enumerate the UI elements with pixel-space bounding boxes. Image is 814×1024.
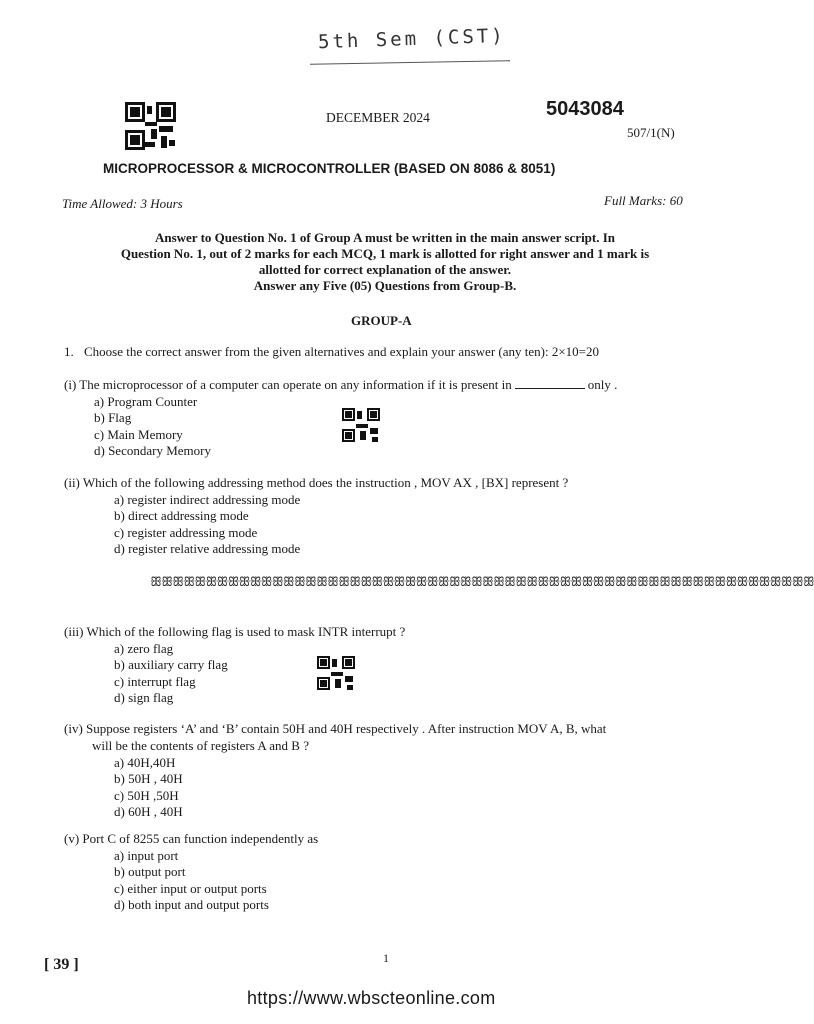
question-ii-options xyxy=(114,492,300,557)
option: b) direct addressing mode xyxy=(114,508,249,524)
time-allowed: Time Allowed: 3 Hours xyxy=(62,196,183,211)
full-marks: Full Marks: 60 xyxy=(604,193,683,208)
option: a) register indirect addressing mode xyxy=(114,492,301,507)
question-iv-stem-2: will be the contents of registers A and B ? xyxy=(92,738,309,753)
handwritten-note: 5th Sem (CST) xyxy=(317,24,507,54)
paper-title: MICROPROCESSOR & MICROCONTROLLER (BASED ON 8086 & 8051) xyxy=(103,161,556,176)
option: b) Flag xyxy=(94,410,132,426)
question-ii-stem: (ii) Which of the following addressing method does the instruction , MOV AX , [BX] represent ? xyxy=(64,475,569,490)
handwritten-underline xyxy=(310,60,510,64)
paper-code: 5043084 xyxy=(546,98,624,120)
inline-qr-code xyxy=(342,408,380,442)
answer-blank xyxy=(515,378,585,389)
option: d) register relative addressing mode xyxy=(114,540,301,556)
question-i-stem-end: only . xyxy=(587,377,618,392)
header-qr-code xyxy=(125,102,177,150)
question-iv-options xyxy=(114,755,183,820)
option: c) 50H ,50H xyxy=(114,787,179,803)
q1-text: Choose the correct answer from the given alternatives and explain your answer (any ten): 2×10=20 xyxy=(84,344,599,359)
footer-mark: [ 39 ] xyxy=(44,956,79,973)
group-title: GROUP-A xyxy=(351,313,412,328)
option: c) register addressing mode xyxy=(114,524,258,540)
option: a) 40H,40H xyxy=(114,755,176,770)
option: c) either input or output ports xyxy=(114,880,267,896)
inline-qr-code xyxy=(317,656,355,690)
question-i-options xyxy=(94,394,211,459)
question-iii-options xyxy=(114,641,228,706)
website-link[interactable]: https://www.wbscteonline.com xyxy=(247,988,496,1008)
question-v-options xyxy=(114,848,269,913)
option: a) input port xyxy=(114,848,179,863)
instruction-line-1: Answer to Question No. 1 of Group A must be written in the main answer script. In xyxy=(154,230,616,245)
option: d) sign flag xyxy=(114,689,174,705)
question-v-stem: (v) Port C of 8255 can function independently as xyxy=(64,831,319,846)
option: a) Program Counter xyxy=(94,394,198,409)
q1-number: 1. xyxy=(64,344,74,359)
option: d) Secondary Memory xyxy=(94,442,211,458)
page-number: 1 xyxy=(383,951,389,965)
instructions xyxy=(60,230,710,294)
option: d) both input and output ports xyxy=(114,896,269,912)
question-i xyxy=(64,377,617,393)
question-iii-stem: (iii) Which of the following flag is used to mask INTR interrupt ? xyxy=(64,624,406,639)
paper-ref: 507/1(N) xyxy=(627,125,675,140)
question-iv-stem: (iv) Suppose registers ‘A’ and ‘B’ contain 50H and 40H respectively . After instruction MOV A, B, what xyxy=(64,721,607,736)
exam-month: DECEMBER 2024 xyxy=(326,110,430,125)
option: c) Main Memory xyxy=(94,426,183,442)
option: b) auxiliary carry flag xyxy=(114,657,228,673)
option: c) interrupt flag xyxy=(114,673,196,689)
question-i-stem: (i) The microprocessor of a computer can operate on any information if it is present in xyxy=(64,377,512,392)
instruction-line-3: allotted for correct explanation of the answer. xyxy=(258,262,512,277)
instruction-line-4: Answer any Five (05) Questions from Group-B. xyxy=(253,278,517,293)
option: d) 60H , 40H xyxy=(114,803,183,819)
ornamental-divider: ꕥꕥꕥꕥꕥꕥꕥꕥꕥꕥꕥꕥꕥꕥꕥꕥꕥꕥꕥꕥꕥꕥꕥꕥꕥꕥꕥꕥꕥꕥꕥꕥꕥꕥꕥꕥꕥꕥꕥꕥꕥꕥꕥꕥꕥꕥꕥꕥꕥꕥꕥꕥꕥꕥꕥꕥꕥꕥꕥꕥ xyxy=(150,575,814,590)
option: a) zero flag xyxy=(114,641,174,656)
instruction-line-2: Question No. 1, out of 2 marks for each MCQ, 1 mark is allotted for right answer and 1 mark is xyxy=(120,246,650,261)
option: b) output port xyxy=(114,864,186,880)
option: b) 50H , 40H xyxy=(114,771,183,787)
